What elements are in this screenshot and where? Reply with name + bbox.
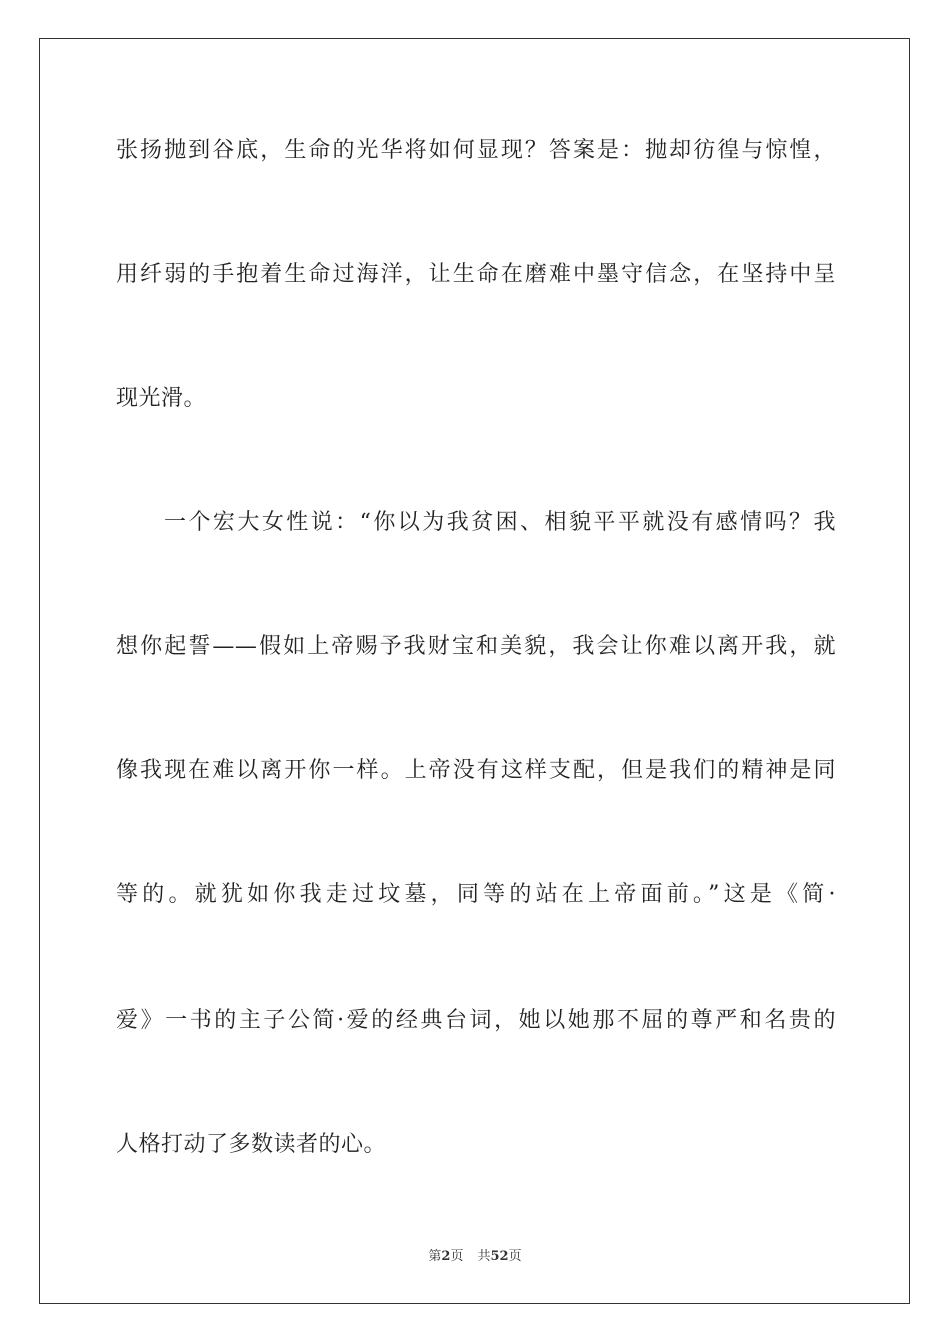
footer-page-suffix: 页 <box>450 1249 464 1264</box>
paragraph-line-3: 现光滑。 <box>116 386 207 411</box>
footer-page-number: 2 <box>441 1249 451 1264</box>
footer-page-prefix: 第 <box>428 1249 442 1264</box>
page-border <box>39 38 910 1304</box>
paragraph-line-6: 像我现在难以离开你一样。上帝没有这样支配，但是我们的精神是同 <box>116 758 836 783</box>
paragraph-line-8: 爱》一书的主子公简·爱的经典台词，她以她那不屈的尊严和名贵的 <box>116 1008 836 1033</box>
footer-total-suffix: 页 <box>508 1249 522 1264</box>
paragraph-line-1: 张扬抛到谷底，生命的光华将如何显现？答案是：抛却彷徨与惊惶， <box>116 138 836 163</box>
page-footer <box>0 1248 950 1266</box>
paragraph-line-2: 用纤弱的手抱着生命过海洋，让生命在磨难中墨守信念，在坚持中呈 <box>116 262 836 287</box>
paragraph-line-9: 人格打动了多数读者的心。 <box>116 1132 387 1157</box>
footer-total-prefix: 共 <box>477 1249 491 1264</box>
paragraph-line-5: 想你起誓——假如上帝赐予我财宝和美貌，我会让你难以离开我，就 <box>116 634 836 659</box>
paragraph-line-7: 等的。就犹如你我走过坟墓，同等的站在上帝面前。”这是《简· <box>116 882 836 907</box>
paragraph-line-4: 一个宏大女性说：“你以为我贫困、相貌平平就没有感情吗？我 <box>164 510 836 535</box>
footer-total-pages: 52 <box>490 1249 509 1264</box>
